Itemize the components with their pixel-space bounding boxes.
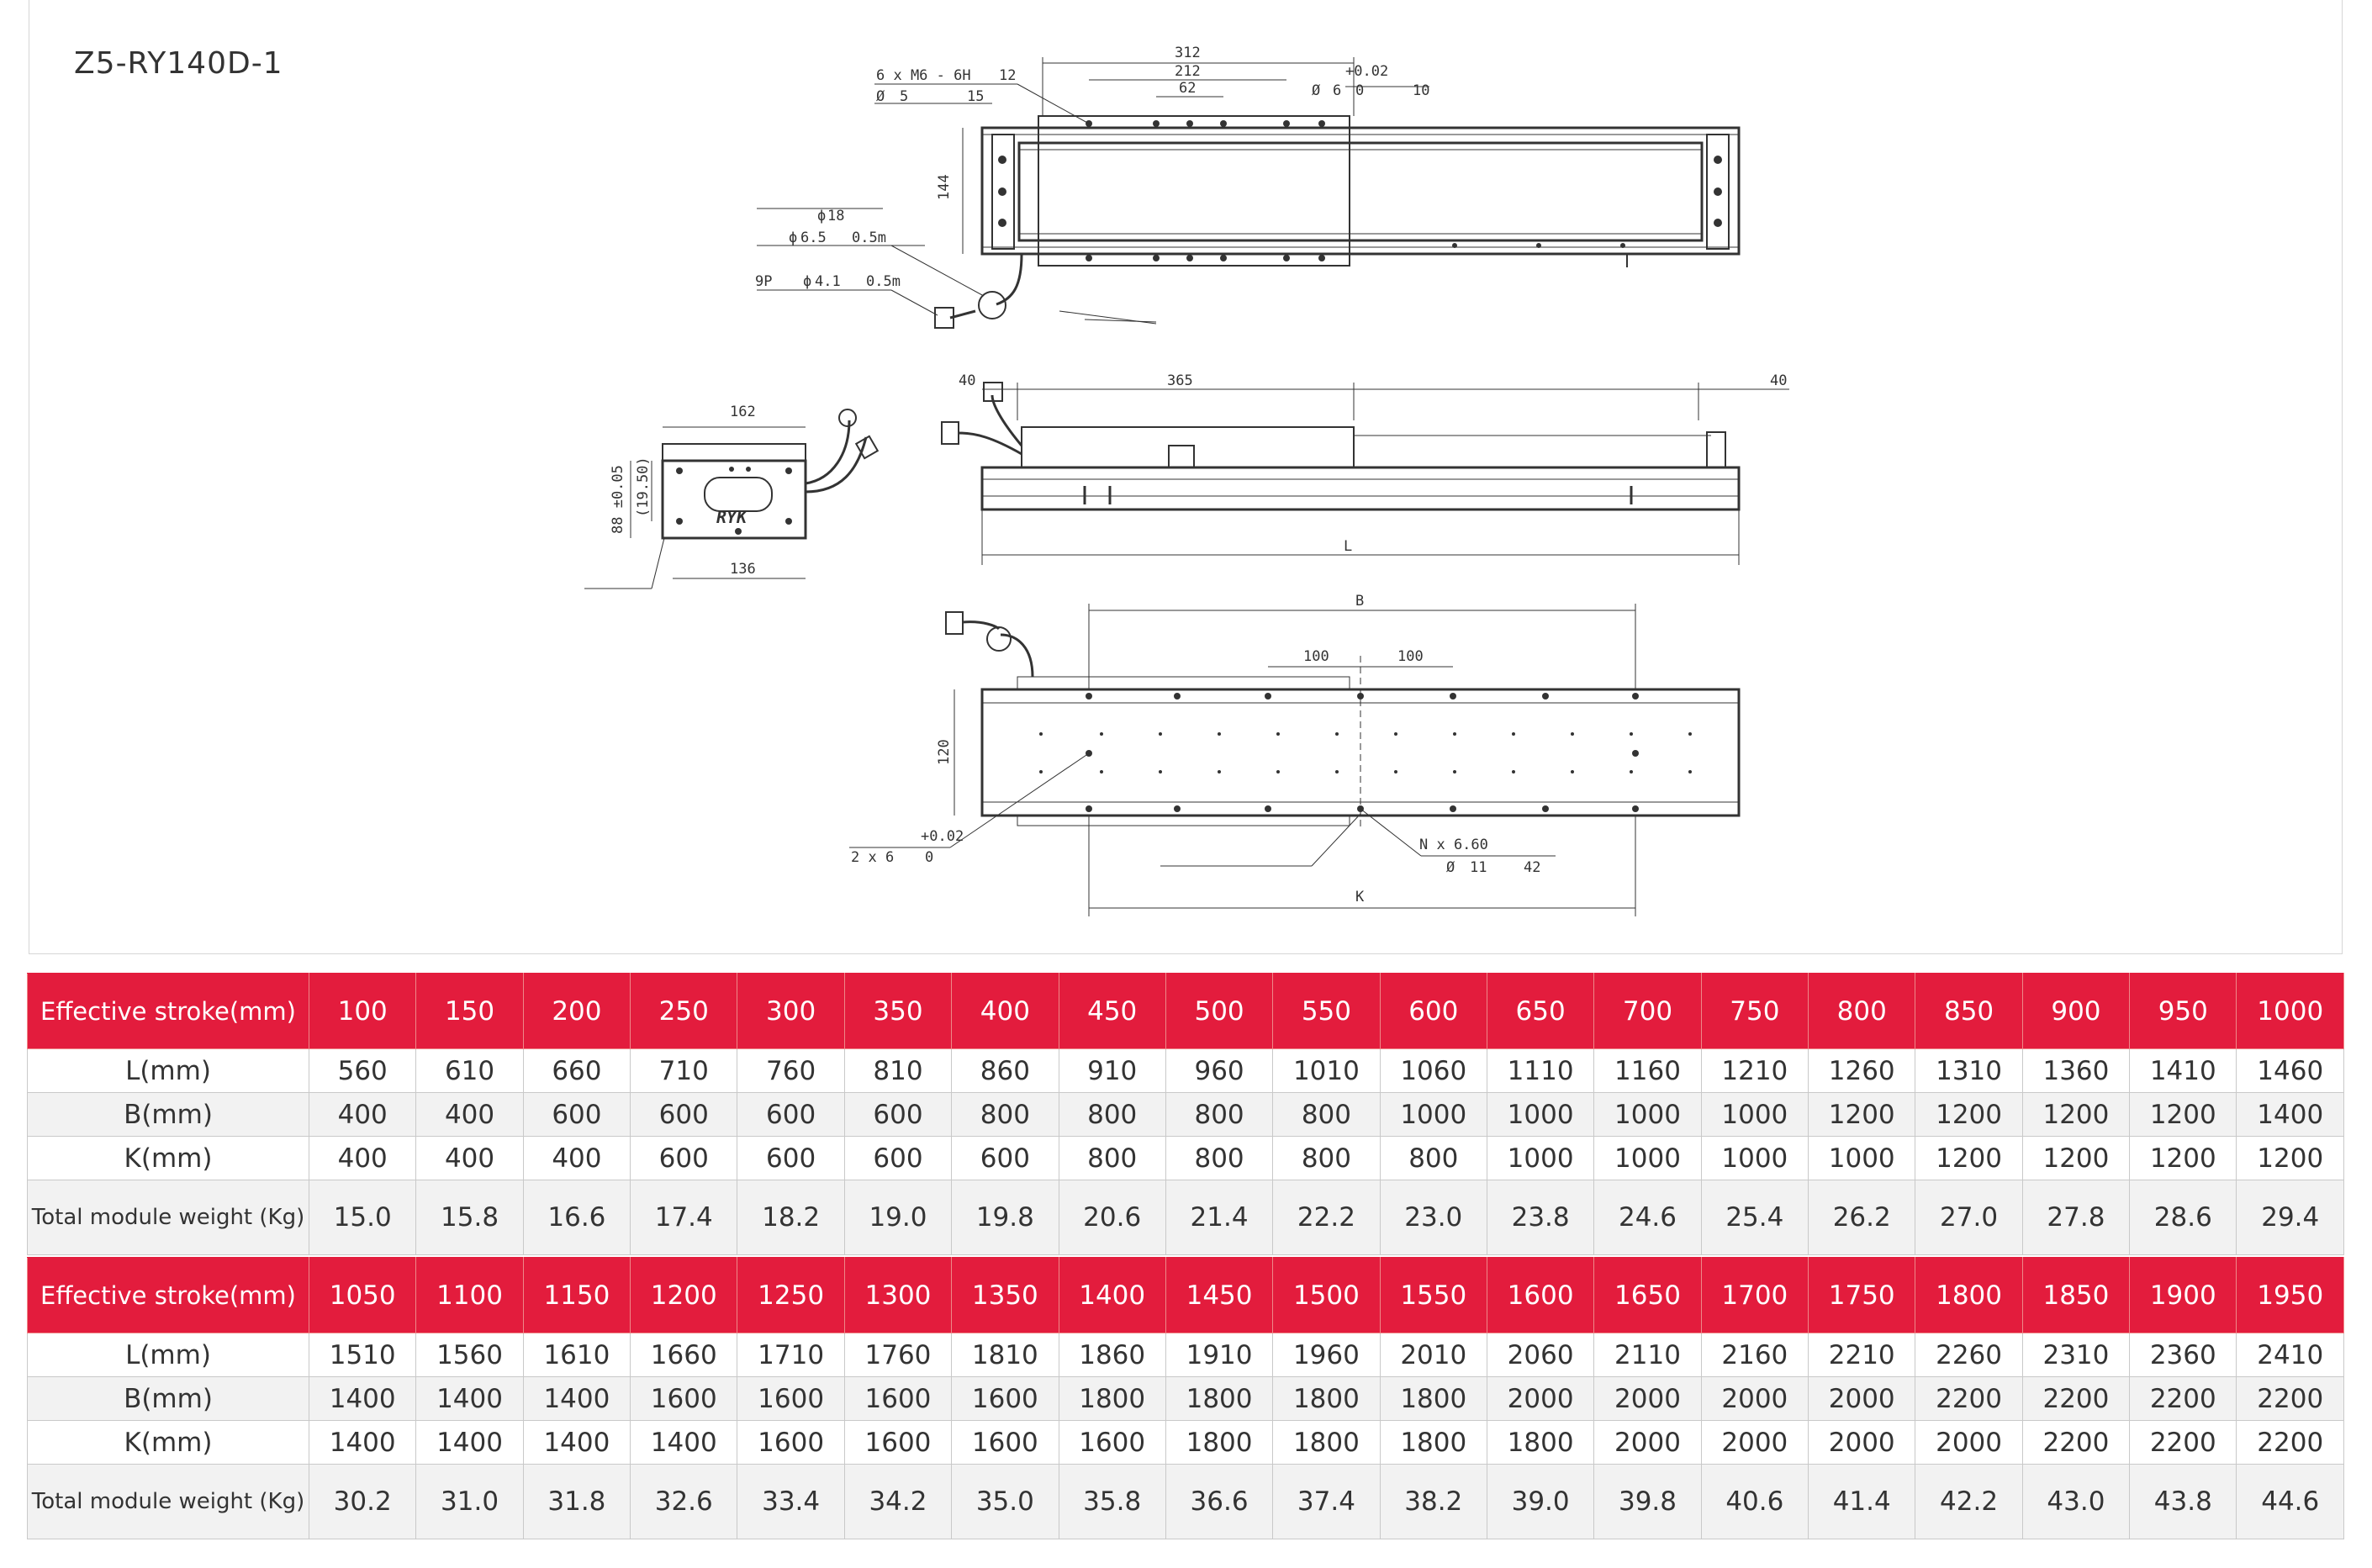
row-label: K(mm) — [28, 1137, 309, 1180]
table-cell: 2200 — [2022, 1421, 2129, 1465]
table-cell: 1910 — [1165, 1333, 1272, 1377]
table-cell: 2000 — [1809, 1377, 1915, 1421]
stroke-cell: 1700 — [1701, 1258, 1808, 1333]
table-cell: 600 — [631, 1137, 737, 1180]
table-cell: 16.6 — [523, 1180, 630, 1255]
dim-100-left: 100 — [1303, 648, 1329, 665]
table-cell: 1800 — [1380, 1421, 1487, 1465]
table-cell: 610 — [416, 1049, 523, 1093]
phi-sym-1: ϕ — [817, 208, 827, 224]
table-cell: 1400 — [416, 1377, 523, 1421]
table-cell: 1200 — [2130, 1093, 2237, 1137]
pin-zero-bottom: 0 — [925, 849, 934, 866]
stroke-header-row — [28, 1258, 2344, 1333]
table-cell: 2010 — [1380, 1333, 1487, 1377]
stroke-label: Effective stroke(mm) — [28, 1258, 309, 1333]
stroke-cell: 1850 — [2022, 1258, 2129, 1333]
cable-phi41: 4.1 — [815, 273, 841, 290]
table-cell: 2200 — [2130, 1421, 2237, 1465]
tolerance-top: +0.02 — [1345, 63, 1389, 80]
table-cell: 42.2 — [1915, 1465, 2022, 1539]
table-cell: 17.4 — [631, 1180, 737, 1255]
table-cell: 2200 — [2237, 1377, 2344, 1421]
row-label: L(mm) — [28, 1049, 309, 1093]
table-cell: 32.6 — [631, 1465, 737, 1539]
table-row-l — [28, 1049, 2344, 1093]
table-cell: 1200 — [2022, 1093, 2129, 1137]
table-cell: 1200 — [2237, 1137, 2344, 1180]
table-cell: 22.2 — [1273, 1180, 1380, 1255]
table-cell: 15.0 — [309, 1180, 416, 1255]
table-cell: 28.6 — [2130, 1180, 2237, 1255]
table-cell: 1200 — [1809, 1093, 1915, 1137]
table-cell: 400 — [416, 1137, 523, 1180]
table-cell: 760 — [737, 1049, 844, 1093]
table-cell: 1160 — [1594, 1049, 1701, 1093]
table-cell: 1400 — [2237, 1093, 2344, 1137]
table-cell: 600 — [737, 1093, 844, 1137]
table-cell: 1000 — [1380, 1093, 1487, 1137]
table-cell: 810 — [844, 1049, 951, 1093]
spec-table-1 — [27, 973, 2344, 1255]
table-cell: 800 — [1165, 1137, 1272, 1180]
table-cell: 600 — [631, 1093, 737, 1137]
row-label: L(mm) — [28, 1333, 309, 1377]
table-cell: 1200 — [2022, 1137, 2129, 1180]
table-cell: 1810 — [952, 1333, 1059, 1377]
table-cell: 2260 — [1915, 1333, 2022, 1377]
table-row-k — [28, 1137, 2344, 1180]
dim-212: 212 — [1175, 63, 1201, 80]
stroke-cell: 750 — [1701, 974, 1808, 1049]
dim-40-right: 40 — [1770, 372, 1788, 389]
table-cell: 910 — [1059, 1049, 1165, 1093]
table-cell: 400 — [309, 1093, 416, 1137]
table-cell: 26.2 — [1809, 1180, 1915, 1255]
stroke-cell: 1400 — [1059, 1258, 1165, 1333]
table-cell: 1610 — [523, 1333, 630, 1377]
table-cell: 1360 — [2022, 1049, 2129, 1093]
table-cell: 1060 — [1380, 1049, 1487, 1093]
table-cell: 1800 — [1059, 1377, 1165, 1421]
table-cell: 19.0 — [844, 1180, 951, 1255]
row-label: K(mm) — [28, 1421, 309, 1465]
pin-callout: 2 x 6 — [851, 849, 895, 866]
pin-depth: 10 — [1413, 82, 1430, 99]
table-cell: 1760 — [844, 1333, 951, 1377]
table-cell: 18.2 — [737, 1180, 844, 1255]
table-cell: 25.4 — [1701, 1180, 1808, 1255]
dia-symbol-3: Ø — [1446, 859, 1455, 876]
table-cell: 19.8 — [952, 1180, 1059, 1255]
table-cell: 2210 — [1809, 1333, 1915, 1377]
stroke-cell: 1050 — [309, 1258, 416, 1333]
dim-88: 88 ±0.05 — [610, 465, 626, 534]
model-title: Z5-RY140D-1 — [74, 46, 283, 81]
table-cell: 800 — [1165, 1093, 1272, 1137]
table-cell: 29.4 — [2237, 1180, 2344, 1255]
stroke-cell: 1500 — [1273, 1258, 1380, 1333]
table-cell: 1600 — [737, 1377, 844, 1421]
cbore-depth: 42 — [1524, 859, 1541, 876]
dim-120: 120 — [936, 739, 953, 765]
stroke-cell: 300 — [737, 974, 844, 1049]
stroke-cell: 1650 — [1594, 1258, 1701, 1333]
table-cell: 1800 — [1273, 1377, 1380, 1421]
cable-len2: 0.5m — [866, 273, 901, 290]
table-cell: 15.8 — [416, 1180, 523, 1255]
pin-zero: 0 — [1355, 82, 1365, 99]
table-cell: 2110 — [1594, 1333, 1701, 1377]
table-cell: 960 — [1165, 1049, 1272, 1093]
dim-144: 144 — [936, 174, 953, 200]
table-row-k — [28, 1421, 2344, 1465]
stroke-cell: 1150 — [523, 1258, 630, 1333]
dim-19-50: (19.50) — [635, 457, 652, 517]
table-cell: 1000 — [1594, 1093, 1701, 1137]
table-cell: 2200 — [2022, 1377, 2129, 1421]
table-cell: 1010 — [1273, 1049, 1380, 1093]
table-cell: 660 — [523, 1049, 630, 1093]
table-cell: 2000 — [1809, 1421, 1915, 1465]
stroke-cell: 1900 — [2130, 1258, 2237, 1333]
spec-table-2 — [27, 1257, 2344, 1539]
dim-k: K — [1355, 889, 1365, 905]
table-cell: 860 — [952, 1049, 1059, 1093]
table-cell: 43.8 — [2130, 1465, 2237, 1539]
table-cell: 1960 — [1273, 1333, 1380, 1377]
table-cell: 2160 — [1701, 1333, 1808, 1377]
table-cell: 23.0 — [1380, 1180, 1487, 1255]
stroke-cell: 100 — [309, 974, 416, 1049]
cable-phi65: 6.5 — [800, 230, 827, 246]
phi-sym-2: ϕ — [789, 230, 798, 246]
stroke-cell: 1750 — [1809, 1258, 1915, 1333]
dim-100-right: 100 — [1397, 648, 1424, 665]
stroke-cell: 950 — [2130, 974, 2237, 1049]
table-cell: 1800 — [1273, 1421, 1380, 1465]
table-cell: 2060 — [1487, 1333, 1593, 1377]
stroke-cell: 1350 — [952, 1258, 1059, 1333]
table-row-b — [28, 1093, 2344, 1137]
stroke-cell: 1300 — [844, 1258, 951, 1333]
table-cell: 2000 — [1487, 1377, 1593, 1421]
dia-symbol: Ø — [876, 88, 885, 105]
table-cell: 800 — [1059, 1137, 1165, 1180]
table-cell: 2000 — [1594, 1377, 1701, 1421]
dim-40-left: 40 — [959, 372, 976, 389]
table-cell: 800 — [1273, 1093, 1380, 1137]
table-cell: 2410 — [2237, 1333, 2344, 1377]
stroke-cell: 250 — [631, 974, 737, 1049]
table-cell: 1600 — [631, 1377, 737, 1421]
table-cell: 23.8 — [1487, 1180, 1593, 1255]
table-cell: 27.8 — [2022, 1180, 2129, 1255]
table-cell: 800 — [1380, 1137, 1487, 1180]
table-cell: 1800 — [1380, 1377, 1487, 1421]
row-label: Total module weight (Kg) — [28, 1465, 309, 1539]
table-cell: 710 — [631, 1049, 737, 1093]
table-cell: 1510 — [309, 1333, 416, 1377]
stroke-cell: 1100 — [416, 1258, 523, 1333]
table-cell: 1000 — [1594, 1137, 1701, 1180]
table-cell: 2000 — [1701, 1377, 1808, 1421]
table-cell: 600 — [737, 1137, 844, 1180]
table-cell: 2200 — [2237, 1421, 2344, 1465]
table-cell: 1600 — [952, 1377, 1059, 1421]
table-row-b — [28, 1377, 2344, 1421]
table-cell: 1200 — [2130, 1137, 2237, 1180]
table-cell: 39.0 — [1487, 1465, 1593, 1539]
table-cell: 1600 — [737, 1421, 844, 1465]
stroke-cell: 350 — [844, 974, 951, 1049]
table-cell: 1800 — [1165, 1377, 1272, 1421]
table-cell: 20.6 — [1059, 1180, 1165, 1255]
pin-dia: 6 — [1333, 82, 1342, 99]
table-cell: 1860 — [1059, 1333, 1165, 1377]
table-cell: 39.8 — [1594, 1465, 1701, 1539]
table-row-l — [28, 1333, 2344, 1377]
table-cell: 800 — [952, 1093, 1059, 1137]
table-cell: 800 — [1059, 1093, 1165, 1137]
stroke-cell: 1550 — [1380, 1258, 1487, 1333]
table-cell: 40.6 — [1701, 1465, 1808, 1539]
table-cell: 1200 — [1915, 1137, 2022, 1180]
table-cell: 2200 — [1915, 1377, 2022, 1421]
ryk-logo: RYK — [716, 507, 748, 527]
table-cell: 24.6 — [1594, 1180, 1701, 1255]
table-cell: 1000 — [1809, 1137, 1915, 1180]
table-cell: 1400 — [523, 1377, 630, 1421]
table-cell: 1400 — [416, 1421, 523, 1465]
table-cell: 1400 — [523, 1421, 630, 1465]
table-cell: 560 — [309, 1049, 416, 1093]
table-cell: 1000 — [1487, 1137, 1593, 1180]
table-cell: 44.6 — [2237, 1465, 2344, 1539]
row-label: Total module weight (Kg) — [28, 1180, 309, 1255]
dim-b: B — [1355, 593, 1365, 610]
table-cell: 1110 — [1487, 1049, 1593, 1093]
table-cell: 1200 — [1915, 1093, 2022, 1137]
cable-phi18: 18 — [827, 208, 845, 224]
table-row-weight — [28, 1465, 2344, 1539]
table-cell: 1400 — [631, 1421, 737, 1465]
dim-l: L — [1344, 538, 1353, 555]
stroke-cell: 650 — [1487, 974, 1593, 1049]
table-cell: 1400 — [309, 1377, 416, 1421]
table-cell: 31.8 — [523, 1465, 630, 1539]
hole-callout-1: 6 x M6 - 6H — [876, 67, 971, 84]
side-view — [942, 383, 1789, 565]
table-cell: 1600 — [844, 1377, 951, 1421]
table-cell: 36.6 — [1165, 1465, 1272, 1539]
table-cell: 1600 — [844, 1421, 951, 1465]
stroke-header-row — [28, 974, 2344, 1049]
dim-136: 136 — [730, 561, 756, 578]
table-cell: 2000 — [1701, 1421, 1808, 1465]
table-cell: 1460 — [2237, 1049, 2344, 1093]
table-cell: 600 — [952, 1137, 1059, 1180]
cable-9p: 9P — [755, 273, 773, 290]
dim-162: 162 — [730, 404, 756, 420]
table-cell: 43.0 — [2022, 1465, 2129, 1539]
table-cell: 34.2 — [844, 1465, 951, 1539]
stroke-cell: 700 — [1594, 974, 1701, 1049]
table-cell: 37.4 — [1273, 1465, 1380, 1539]
stroke-cell: 1000 — [2237, 974, 2344, 1049]
table-cell: 1310 — [1915, 1049, 2022, 1093]
table-cell: 1000 — [1487, 1093, 1593, 1137]
stroke-label: Effective stroke(mm) — [28, 974, 309, 1049]
table-row-weight — [28, 1180, 2344, 1255]
stroke-cell: 400 — [952, 974, 1059, 1049]
hole-depth-1: 12 — [999, 67, 1017, 84]
table-cell: 1600 — [1059, 1421, 1165, 1465]
table-cell: 600 — [844, 1093, 951, 1137]
stroke-cell: 500 — [1165, 974, 1272, 1049]
stroke-cell: 900 — [2022, 974, 2129, 1049]
table-cell: 38.2 — [1380, 1465, 1487, 1539]
dia-symbol-2: Ø — [1312, 82, 1321, 99]
table-cell: 1600 — [952, 1421, 1059, 1465]
dim-62: 62 — [1179, 80, 1197, 97]
table-cell: 600 — [844, 1137, 951, 1180]
table-cell: 27.0 — [1915, 1180, 2022, 1255]
table-cell: 600 — [523, 1093, 630, 1137]
table-cell: 41.4 — [1809, 1465, 1915, 1539]
table-cell: 30.2 — [309, 1465, 416, 1539]
table-cell: 1710 — [737, 1333, 844, 1377]
stroke-cell: 450 — [1059, 974, 1165, 1049]
stroke-cell: 1600 — [1487, 1258, 1593, 1333]
stroke-cell: 550 — [1273, 974, 1380, 1049]
stroke-cell: 1800 — [1915, 1258, 2022, 1333]
hole-depth-2: 15 — [967, 88, 985, 105]
stroke-cell: 800 — [1809, 974, 1915, 1049]
table-cell: 35.8 — [1059, 1465, 1165, 1539]
stroke-cell: 1950 — [2237, 1258, 2344, 1333]
row-label: B(mm) — [28, 1093, 309, 1137]
table-cell: 21.4 — [1165, 1180, 1272, 1255]
bottom-view — [849, 604, 1739, 916]
hole-callout-n: N x 6.60 — [1419, 837, 1488, 853]
table-cell: 1660 — [631, 1333, 737, 1377]
table-cell: 1800 — [1487, 1421, 1593, 1465]
table-cell: 2360 — [2130, 1333, 2237, 1377]
table-cell: 1410 — [2130, 1049, 2237, 1093]
cbore: 11 — [1470, 859, 1487, 876]
table-cell: 1560 — [416, 1333, 523, 1377]
table-cell: 1400 — [309, 1421, 416, 1465]
stroke-cell: 150 — [416, 974, 523, 1049]
row-label: B(mm) — [28, 1377, 309, 1421]
dim-312: 312 — [1175, 45, 1201, 61]
table-cell: 1000 — [1701, 1137, 1808, 1180]
table-cell: 1800 — [1165, 1421, 1272, 1465]
cable-len1: 0.5m — [852, 230, 886, 246]
table-cell: 400 — [523, 1137, 630, 1180]
stroke-cell: 1450 — [1165, 1258, 1272, 1333]
table-cell: 400 — [416, 1093, 523, 1137]
stroke-cell: 1250 — [737, 1258, 844, 1333]
table-cell: 2000 — [1915, 1421, 2022, 1465]
table-cell: 2200 — [2130, 1377, 2237, 1421]
tolerance-bottom: +0.02 — [921, 828, 964, 845]
table-cell: 31.0 — [416, 1465, 523, 1539]
table-cell: 1260 — [1809, 1049, 1915, 1093]
table-cell: 400 — [309, 1137, 416, 1180]
hole-callout-2: 5 — [900, 88, 909, 105]
phi-sym-3: ϕ — [803, 273, 812, 290]
table-cell: 800 — [1273, 1137, 1380, 1180]
stroke-cell: 600 — [1380, 974, 1487, 1049]
table-cell: 33.4 — [737, 1465, 844, 1539]
table-cell: 1210 — [1701, 1049, 1808, 1093]
table-cell: 2000 — [1594, 1421, 1701, 1465]
table-cell: 2310 — [2022, 1333, 2129, 1377]
stroke-cell: 850 — [1915, 974, 2022, 1049]
dim-365: 365 — [1167, 372, 1193, 389]
table-cell: 35.0 — [952, 1465, 1059, 1539]
stroke-cell: 200 — [523, 974, 630, 1049]
stroke-cell: 1200 — [631, 1258, 737, 1333]
table-cell: 1000 — [1701, 1093, 1808, 1137]
